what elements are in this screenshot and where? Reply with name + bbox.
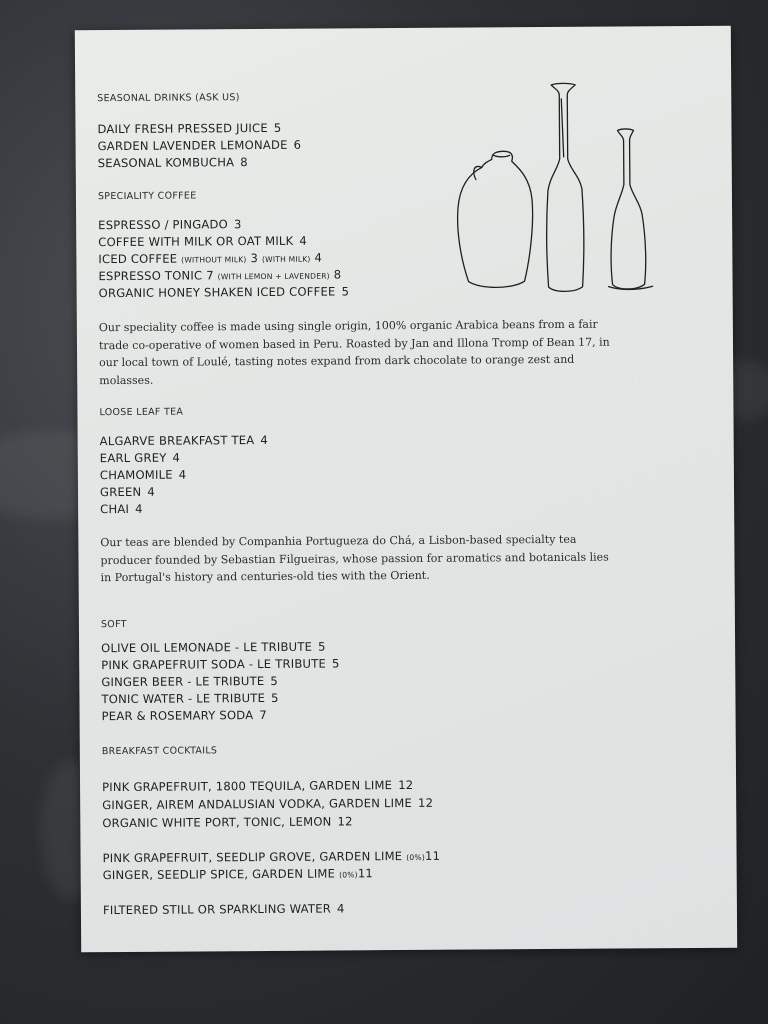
item-name: PINK GRAPEFRUIT SODA - LE TRIBUTE xyxy=(101,656,327,673)
menu-item xyxy=(101,691,278,706)
item-note: (WITHOUT MILK) xyxy=(181,255,247,265)
menu-item xyxy=(98,234,307,249)
small-bottle-outline xyxy=(610,129,646,289)
tea-description: Our teas are blended by Companhia Portugueza do Chá, a Lisbon-based specialty tea producer founded by Sebastian Filgueiras, whose passion for aromatics and botanicals lies in Portugal's history and centuries-old ties with the Orient. xyxy=(100,532,609,585)
item-price: 12 xyxy=(337,814,353,829)
item-name: PINK GRAPEFRUIT, SEEDLIP GROVE, GARDEN LIME xyxy=(102,849,403,866)
item-price: 4 xyxy=(314,250,323,265)
menu-item xyxy=(102,778,413,794)
item-price: 8 xyxy=(333,267,342,282)
menu-item xyxy=(102,796,433,812)
item-price: 8 xyxy=(240,155,248,170)
item-name: ESPRESSO TONIC xyxy=(98,268,203,284)
item-name: ORGANIC HONEY SHAKEN ICED COFFEE xyxy=(98,284,336,301)
item-name: ORGANIC WHITE PORT, TONIC, LEMON xyxy=(102,814,332,831)
menu-item xyxy=(101,640,326,656)
menu-paper xyxy=(75,26,737,953)
menu-item xyxy=(101,656,339,672)
section-title-cocktails: BREAKFAST COCKTAILS xyxy=(101,745,218,758)
item-price: 11 xyxy=(357,866,374,881)
item-price: 11 xyxy=(424,848,441,863)
item-price: 4 xyxy=(135,501,143,516)
menu-item xyxy=(98,217,242,232)
menu-item xyxy=(103,901,345,917)
item-name: TONIC WATER - LE TRIBUTE xyxy=(101,690,266,707)
item-note: (WITH MILK) xyxy=(261,254,311,264)
item-price: 4 xyxy=(299,233,308,248)
item-name: ESPRESSO / PINGADO xyxy=(98,217,229,233)
item-name: ALGARVE BREAKFAST TEA xyxy=(99,433,255,449)
section-title-seasonal: SEASONAL DRINKS (ASK US) xyxy=(97,92,240,105)
menu-item xyxy=(100,433,268,448)
item-price: 5 xyxy=(273,120,282,135)
menu-item xyxy=(103,849,441,865)
item-price: 5 xyxy=(270,673,278,688)
menu-item xyxy=(100,451,180,466)
item-price: 6 xyxy=(293,137,302,152)
item-name: DAILY FRESH PRESSED JUICE xyxy=(97,120,268,137)
item-note: (WITH LEMON + LAVENDER) xyxy=(217,271,330,282)
item-price: 12 xyxy=(417,795,434,810)
item-name: CHAI xyxy=(100,501,130,517)
item-name: GINGER BEER - LE TRIBUTE xyxy=(101,673,265,690)
item-price: 3 xyxy=(250,251,259,266)
item-name: EARL GREY xyxy=(99,450,167,466)
item-name: ICED COFFEE xyxy=(98,251,178,267)
jug-rim xyxy=(494,155,510,157)
menu-item xyxy=(97,121,281,136)
menu-item xyxy=(100,502,143,516)
item-name: OLIVE OIL LEMONADE - LE TRIBUTE xyxy=(101,639,313,656)
item-name: COFFEE WITH MILK OR OAT MILK xyxy=(98,233,294,250)
menu-content xyxy=(97,26,697,918)
item-price: 5 xyxy=(318,639,326,654)
item-name: GINGER, AIREM ANDALUSIAN VODKA, GARDEN LIME xyxy=(102,795,413,813)
menu-item xyxy=(99,284,350,300)
menu-item xyxy=(98,155,248,170)
section-title-tea: LOOSE LEAF TEA xyxy=(99,406,184,419)
jug-outline xyxy=(457,151,533,288)
tall-bottle-neck xyxy=(561,99,563,157)
item-price: 7 xyxy=(206,268,214,283)
item-price: 4 xyxy=(147,484,156,499)
menu-item xyxy=(103,866,373,882)
item-name: GINGER, SEEDLIP SPICE, GARDEN LIME xyxy=(102,866,336,883)
menu-item xyxy=(102,814,352,830)
item-name: GREEN xyxy=(99,484,142,500)
item-name: GARDEN LAVENDER LEMONADE xyxy=(97,137,288,154)
coffee-description: Our speciality coffee is made using single origin, 100% organic Arabica beans from a fair trade co-operative of women based in Peru. Roasted by Jan and Illona Tromp of Bean 17, in our local town of Loulé, tasting notes expand from dark chocolate to orange zest and molasses. xyxy=(98,317,610,387)
item-price: 5 xyxy=(341,284,350,299)
menu-item xyxy=(100,485,155,499)
section-title-coffee: SPECIALITY COFFEE xyxy=(97,190,197,203)
menu-item xyxy=(98,251,322,267)
menu-item xyxy=(100,468,187,483)
item-name: FILTERED STILL OR SPARKLING WATER xyxy=(102,901,332,918)
item-name: PEAR & ROSEMARY SODA xyxy=(101,708,254,724)
item-name: CHAMOMILE xyxy=(99,467,173,483)
item-price: 4 xyxy=(172,450,181,465)
item-price: 5 xyxy=(331,656,340,671)
item-name: SEASONAL KOMBUCHA xyxy=(97,155,235,171)
menu-item xyxy=(98,138,302,153)
item-note: (0%) xyxy=(339,870,358,880)
item-price: 12 xyxy=(398,777,414,793)
item-note: (0%) xyxy=(406,852,426,863)
item-price: 4 xyxy=(260,432,269,448)
menu-item xyxy=(102,708,267,723)
item-price: 3 xyxy=(233,217,242,232)
item-price: 7 xyxy=(259,707,267,723)
item-price: 4 xyxy=(336,901,345,916)
item-price: 5 xyxy=(271,690,279,705)
menu-item xyxy=(98,267,341,283)
item-price: 4 xyxy=(178,467,187,482)
tall-bottle-outline xyxy=(546,83,584,291)
menu-item xyxy=(101,674,278,689)
section-title-soft: SOFT xyxy=(100,618,127,631)
item-name: PINK GRAPEFRUIT, 1800 TEQUILA, GARDEN LIME xyxy=(102,778,393,795)
vases-illustration xyxy=(451,80,657,296)
